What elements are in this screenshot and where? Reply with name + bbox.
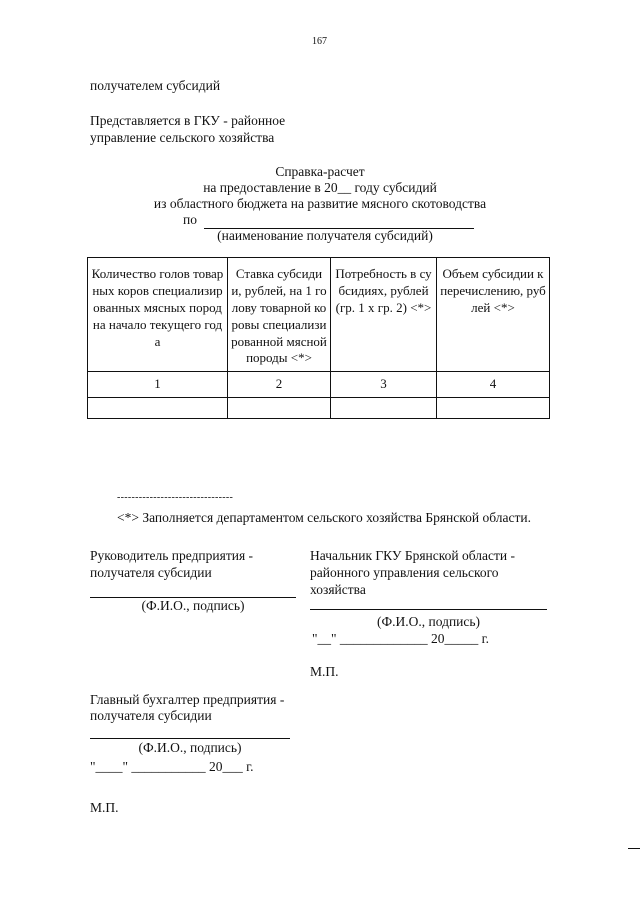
document-subtitle-line-1: на предоставление в 20__ году субсидий — [203, 180, 437, 195]
gku-stamp-place: М.П. — [310, 664, 339, 679]
table-cell — [88, 398, 228, 419]
table-cell — [331, 398, 437, 419]
accountant-signature-caption: (Ф.И.О., подпись) — [138, 740, 242, 755]
table-row — [88, 398, 550, 419]
column-number: 1 — [88, 372, 228, 398]
table-cell — [228, 398, 331, 419]
head-title-line-2: получателя субсидии — [90, 565, 212, 580]
header-rate: Ставка субсидии, рублей, на 1 голову товарной коровы специализированной мясной породы <*> — [228, 258, 331, 372]
column-number: 3 — [331, 372, 437, 398]
gku-signature-line — [310, 609, 547, 610]
page-edge-mark — [628, 848, 640, 849]
head-signature-caption: (Ф.И.О., подпись) — [141, 598, 245, 613]
submit-to-line-1: Представляется в ГКУ - районное — [90, 113, 286, 128]
footnote-text: <*> Заполняется департаментом сельского хозяйства Брянской области. — [117, 510, 531, 525]
gku-title-line-3: хозяйства — [310, 582, 366, 597]
table-column-number-row — [88, 372, 550, 398]
page-number: 167 — [312, 36, 327, 47]
accountant-signature-line — [90, 738, 290, 739]
recipient-label: получателем субсидий — [90, 78, 221, 93]
document-subtitle-line-2: из областного бюджета на развитие мясного скотоводства — [153, 196, 487, 211]
subsidy-table — [87, 257, 550, 419]
accountant-stamp-place: М.П. — [90, 800, 119, 815]
gku-date-line: "__" _____________ 20_____ г. — [312, 631, 490, 646]
document-title: Справка-расчет — [275, 164, 365, 179]
header-need: Потребность в субсидиях, рублей (гр. 1 x гр. 2) <*> — [331, 258, 437, 372]
accountant-title-line-1: Главный бухгалтер предприятия - — [90, 692, 285, 707]
recipient-prefix: по — [183, 212, 197, 227]
table-cell — [437, 398, 550, 419]
column-number: 4 — [437, 372, 550, 398]
recipient-name-caption: (наименование получателя субсидий) — [217, 228, 433, 243]
footnote-separator: -------------------------------- — [117, 492, 234, 503]
recipient-name-field — [204, 212, 474, 229]
gku-signature-caption: (Ф.И.О., подпись) — [376, 614, 481, 629]
gku-title-line-2: районного управления сельского — [310, 565, 499, 580]
header-transfer-amount: Объем субсидии к перечислению, рублей <*> — [437, 258, 550, 372]
column-number: 2 — [228, 372, 331, 398]
gku-title-line-1: Начальник ГКУ Брянской области - — [310, 548, 515, 563]
submit-to-line-2: управление сельского хозяйства — [90, 130, 275, 145]
accountant-title-line-2: получателя субсидии — [90, 708, 212, 723]
accountant-date-line: "____" ___________ 20___ г. — [90, 759, 254, 774]
head-title-line-1: Руководитель предприятия - — [90, 548, 254, 563]
recipient-name-row — [183, 212, 474, 229]
table-header-row — [88, 258, 550, 372]
header-cow-count: Количество голов товарных коров специализированных мясных пород на начало текущего года — [88, 258, 228, 372]
